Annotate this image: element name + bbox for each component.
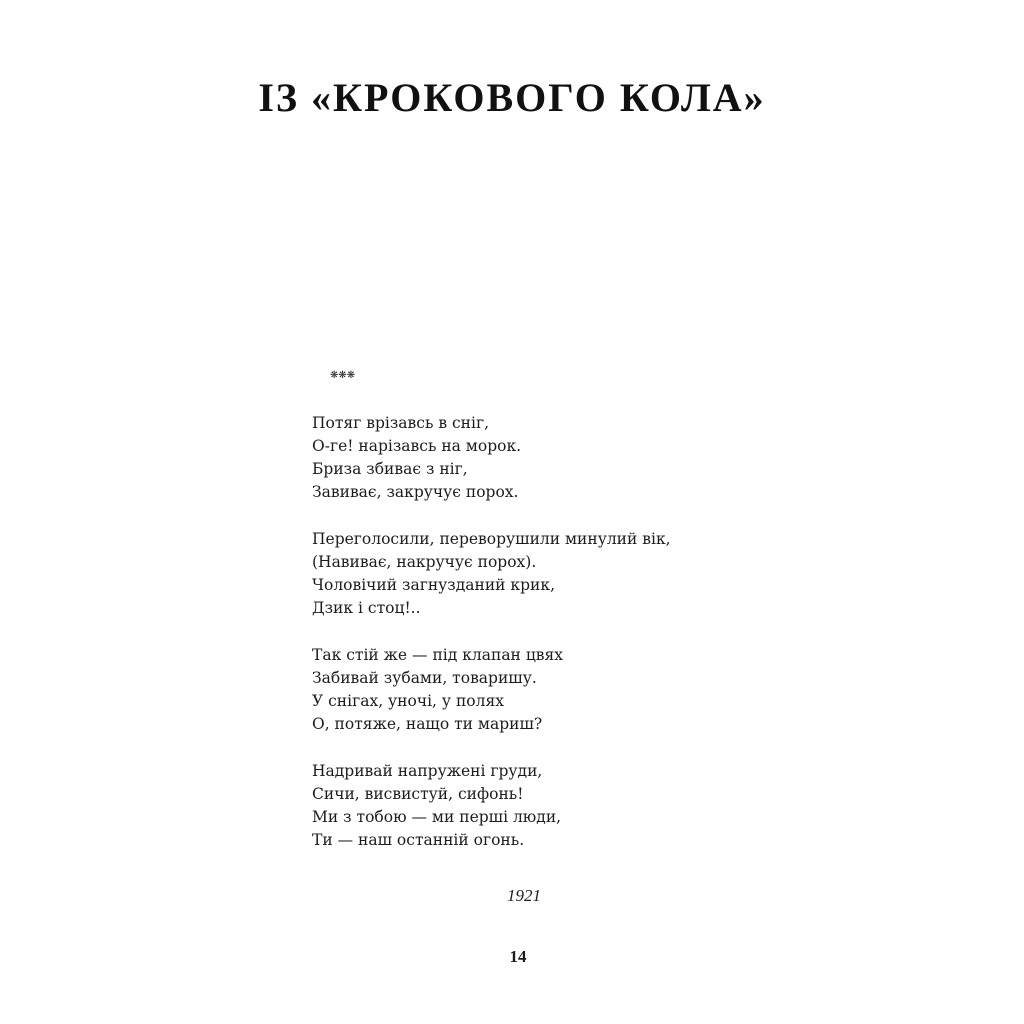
poem-line: Забивай зубами, товаришу. xyxy=(312,669,537,687)
poem-line: Бриза збиває з ніг, xyxy=(312,460,468,478)
poem-line: Переголосили, переворушили минулий вік, xyxy=(312,530,671,548)
stanza-3 xyxy=(312,644,671,736)
poem-line: О-ге! нарізавсь на морок. xyxy=(312,437,522,455)
poem-line: Завиває, закручує порох. xyxy=(312,483,519,501)
poem xyxy=(312,412,671,876)
poem-line: (Навиває, накручує порох). xyxy=(312,553,537,571)
poem-line: У снігах, уночі, у полях xyxy=(312,692,504,710)
stanza-1 xyxy=(312,412,671,504)
poem-line: Сичи, висвистуй, сифонь! xyxy=(312,785,524,803)
poem-line: Ми з тобою — ми перші люди, xyxy=(312,808,562,826)
stanza-4 xyxy=(312,760,671,852)
poem-line: О, потяже, нащо ти мариш? xyxy=(312,715,543,733)
stanza-2 xyxy=(312,528,671,620)
poem-line: Чоловічий загнузданий крик, xyxy=(312,576,555,594)
poem-line: Так стій же — під клапан цвях xyxy=(312,646,564,664)
poem-line: Надривай напружені груди, xyxy=(312,762,543,780)
page-number: 14 xyxy=(509,947,527,966)
poem-line: Дзик і стоц!.. xyxy=(312,599,421,617)
page-title: ІЗ «КРОКОВОГО КОЛА» xyxy=(258,75,766,120)
poem-date: 1921 xyxy=(507,886,541,905)
poem-line: Потяг врізавсь в сніг, xyxy=(312,414,489,432)
asterism-ornament-icon: ❋❋❋ xyxy=(330,370,356,381)
poem-line: Ти — наш останній огонь. xyxy=(312,831,525,849)
